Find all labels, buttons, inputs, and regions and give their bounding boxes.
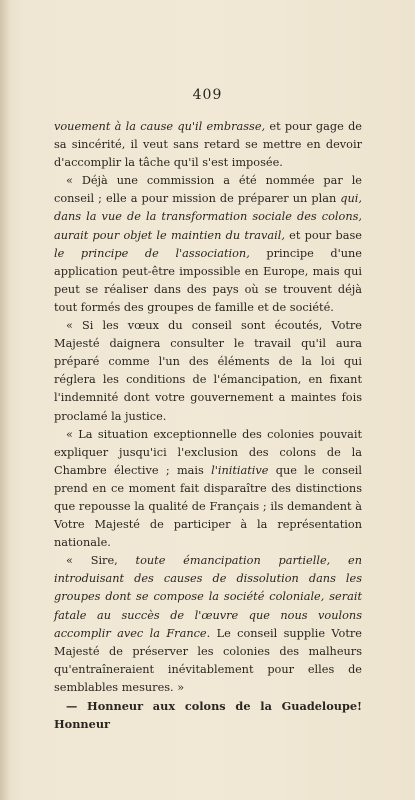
- italic-text: qui, dans la vue de la transformation sociale des colons, aurait pour objet le maintien du travail,: [54, 192, 362, 242]
- text-run: « Déjà une commission a été nommée par le conseil ; elle a pour mission de préparer un plan: [54, 174, 362, 206]
- page-number: 409: [192, 87, 223, 103]
- paragraph: [54, 552, 362, 697]
- text-run: Le conseil supplie Votre Majesté de préserver les colonies des malheurs qu'entraîneraient inévitablement pour elles de semblables mesures. »: [54, 626, 362, 694]
- paragraph: [54, 118, 362, 172]
- paragraph: [54, 426, 362, 553]
- closing-line: — Honneur aux colons de la Guadeloupe! Honneur: [54, 699, 362, 732]
- text-run: et pour base: [284, 228, 362, 242]
- italic-text: l'initiative: [211, 463, 269, 477]
- italic-text: vouement à la cause qu'il embrasse,: [54, 120, 266, 133]
- text-run: principe d'une application peut-être impossible en Europe, mais qui peut se réaliser dans des pays où se trouvent déjà tout formés des groupes de famille et de société.: [54, 246, 362, 314]
- paragraph: [54, 172, 362, 317]
- paragraph: [54, 317, 362, 426]
- text-run: et pour gage de sa sincérité, il veut sans retard se mettre en devoir d'accomplir la tâche qu'il s'est imposée.: [54, 120, 362, 170]
- body-text: [54, 118, 362, 733]
- text-run: « Sire,: [66, 554, 136, 568]
- text-run: « Si les vœux du conseil sont écoutés, Votre Majesté daignera consulter le travail qu'il aura préparé comme l'un des éléments de la loi qui réglera les conditions de l'émancipation, en fixant l'indemnité dont votre gouvernement a maintes fois proclamé la justice.: [54, 319, 362, 423]
- page-gutter: [0, 0, 10, 800]
- italic-text: le principe de l'association,: [54, 246, 250, 260]
- text-run: que le conseil prend en ce moment fait disparaître des distinctions que repousse la qualité de Français ; ils demandent à Votre Majesté de participer à la représentation nationale.: [54, 463, 362, 550]
- italic-text: toute émancipation partielle, en introduisant des causes de dissolution dans les groupes dont se compose la société coloniale, serait fatale au succès de l'œuvre que nous voulons accomplir avec la France.: [54, 554, 362, 640]
- paragraph-list: [54, 118, 362, 697]
- text-run: « La situation exceptionnelle des colonies pouvait expliquer jusqu'ici l'exclusion des colons de la Chambre élective ; mais: [54, 427, 362, 477]
